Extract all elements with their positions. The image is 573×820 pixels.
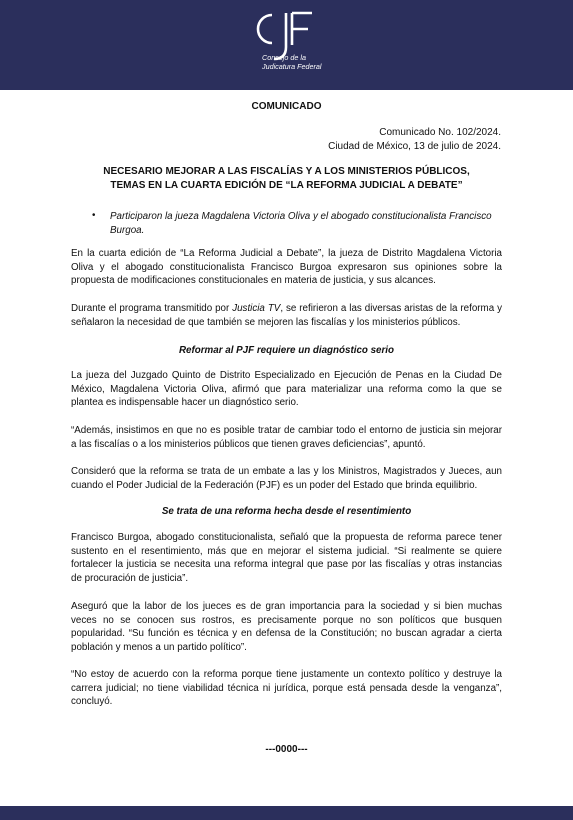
bullet-dot-icon: • xyxy=(92,210,96,221)
communique-number: Comunicado No. 102/2024. xyxy=(379,127,501,138)
paragraph-2-end: , se refirieron a las diversas aristas de la reforma y señalaron la necesidad de que también se mejoren las fiscalías y los ministerios públicos. xyxy=(71,303,502,328)
document-reference xyxy=(328,126,501,153)
end-mark: ---0000--- xyxy=(265,744,308,755)
logo-caption-line1: Consejo de la xyxy=(262,53,306,62)
logo-caption xyxy=(262,54,352,71)
subheading-1: Reformar al PJF requiere un diagnóstico serio xyxy=(178,345,395,356)
headline xyxy=(70,165,503,192)
logo-caption-line2: Judicatura Federal xyxy=(262,61,322,71)
summary-bullet: Participaron la jueza Magdalena Victoria Oliva y el abogado constitucionalista Francisco Burgoa. xyxy=(110,211,492,236)
paragraph-2-start: Durante el programa transmitido por xyxy=(71,303,233,314)
header-band xyxy=(0,0,573,90)
place-date: Ciudad de México, 13 de julio de 2024. xyxy=(328,140,501,152)
subheading-2: Se trata de una reforma hecha desde el resentimiento xyxy=(161,506,412,517)
paragraph-8: “No estoy de acuerdo con la reforma porque tiene justamente un contexto político y destruye la carrera judicial; no tiene viabilidad técnica ni jurídica, porque está pensada desde la venganza”, concluyó. xyxy=(71,669,502,708)
paragraph-7: Aseguró que la labor de los jueces es de gran importancia para la sociedad y si bien muchas veces no se conocen sus rostros, es precisamente porque no son políticos que busquen popularidad. “Su función es técnica y en defensa de la Constitución; no buscan agradar a cierta población y menos a un partido político”. xyxy=(71,601,502,653)
document-title: COMUNICADO xyxy=(251,101,322,112)
paragraph-1: En la cuarta edición de “La Reforma Judicial a Debate”, la jueza de Distrito Magdalena Victoria Oliva y el abogado constitucionalista Francisco Burgoa expresaron sus opiniones sobre la propuesta de modificaciones constitucionales en materia de justicia, y sus alcances. xyxy=(71,248,502,287)
paragraph-5: Consideró que la reforma se trata de un embate a las y los Ministros, Magistrados y Jueces, aun cuando el Poder Judicial de la Federación (PJF) es un poder del Estado que brinda equilibrio. xyxy=(71,466,502,491)
paragraph-3: La jueza del Juzgado Quinto de Distrito Especializado en Ejecución de Penas en la Ciudad De México, Magdalena Victoria Oliva, afirmó que para materializar una reforma como la que se plantea es indispensable hacer un diagnóstico serio. xyxy=(71,370,502,409)
paragraph-2 xyxy=(71,302,502,329)
paragraph-4: “Además, insistimos en que no es posible tratar de cambiar todo el entorno de justicia sin mejorar a las fiscalías o a los ministerios públicos que tienen graves deficiencias”, apuntó. xyxy=(71,425,502,450)
paragraph-6: Francisco Burgoa, abogado constitucionalista, señaló que la propuesta de reforma parece tener sustento en el resentimiento, más que en mejorar el sistema judicial. “Si realmente se quiere fortalecer la justicia se necesita una reforma integral que pase por las fiscalías y otras instancias de procuración de justicia”. xyxy=(71,532,502,584)
footer-band xyxy=(0,806,573,820)
program-name: Justicia TV xyxy=(232,303,281,314)
headline-line1: NECESARIO MEJORAR A LAS FISCALÍAS Y A LOS MINISTERIOS PÚBLICOS, xyxy=(103,166,470,177)
headline-line2: TEMAS EN LA CUARTA EDICIÓN DE “LA REFORMA JUDICIAL A DEBATE” xyxy=(110,179,463,191)
